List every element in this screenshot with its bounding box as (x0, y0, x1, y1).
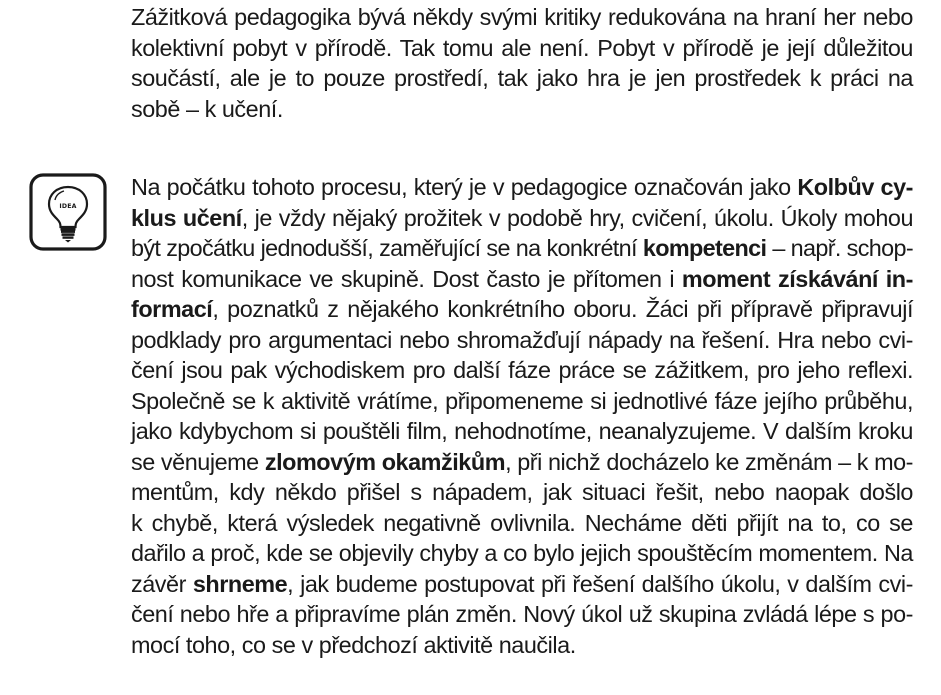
term-kolb-cycle: Kolbův cy- (797, 174, 913, 200)
text-line: k chybě, která výsledek negativně ovlivnila. Necháme děti přijít na to, co se (131, 509, 913, 536)
text-line: mocí toho, co se v předchozí aktivitě naučila. (131, 631, 576, 658)
text-line: podklady pro argumentaci nebo shromažďují nápady na řešení. Hra nebo cvi- (131, 326, 913, 353)
text-line: závěr shrneme, jak budeme postupovat při řešení dalšího úkolu, v dalším cvi- (131, 570, 913, 597)
text-line: dařilo a proč, kde se objevily chyby a co bylo jejich spouštěcím momentem. Na (131, 540, 913, 566)
term-competence: kompetenci (642, 235, 767, 261)
text-line: součástí, ale je to pouze prostředí, tak jako hra je jen prostředek k práci na (131, 65, 913, 91)
term-info-moment-cont: formací (131, 296, 213, 322)
text-line: kolektivní pobyt v přírodě. Tak tomu ale není. Pobyt v přírodě je její důležitou (131, 34, 913, 61)
text-line: se věnujeme zlomovým okamžikům, při nichž docházelo ke změnám – k mo- (131, 448, 913, 475)
text-line: jako kdybychom si pouštěli film, nehodnotíme, neanalyzujeme. V dalším kroku (131, 418, 913, 444)
text-line: Zážitková pedagogika bývá někdy svými kritiky redukována na hraní her nebo (131, 4, 913, 30)
paragraph-kolb-cycle (131, 172, 913, 660)
text-line: čení nebo hře a připravíme plán změn. Nový úkol už skupina zvládá lépe s po- (131, 601, 913, 627)
term-turning-points: zlomovým okamžikům (264, 448, 506, 475)
text-line: nost komunikace ve skupině. Dost často je přítomen i moment získávání in- (131, 265, 913, 292)
text-line: klus učení, je vždy nějaký prožitek v podobě hry, cvičení, úkolu. Úkoly mohou (131, 204, 914, 231)
text-line: Společně se k aktivitě vrátíme, připomeneme si jednotlivé fáze jejího průběhu, (131, 387, 913, 414)
paragraph-intro (131, 2, 913, 124)
term-info-moment: moment získávání in- (681, 265, 913, 292)
text-line: sobě – k učení. (131, 95, 283, 122)
text-line: čení jsou pak východiskem pro další fáze práce se zážitkem, pro jeho reflexi. (131, 357, 913, 383)
lightbulb-label: IDEA (59, 203, 77, 210)
lightbulb-icon (29, 173, 107, 251)
text-line: být zpočátku jednodušší, zaměřující se na konkrétní kompetenci – např. schop- (131, 235, 913, 261)
term-summarize: shrneme (192, 570, 288, 597)
text-line: formací, poznatků z nějakého konkrétního oboru. Žáci při přípravě připravují (131, 296, 913, 322)
term-kolb-cycle-cont: klus učení (131, 204, 242, 231)
text-line: Na počátku tohoto procesu, který je v pedagogice označován jako Kolbův cy- (131, 174, 913, 200)
text-line: mentům, kdy někdo přišel s nápadem, jak situaci řešit, nebo naopak došlo (131, 479, 913, 505)
